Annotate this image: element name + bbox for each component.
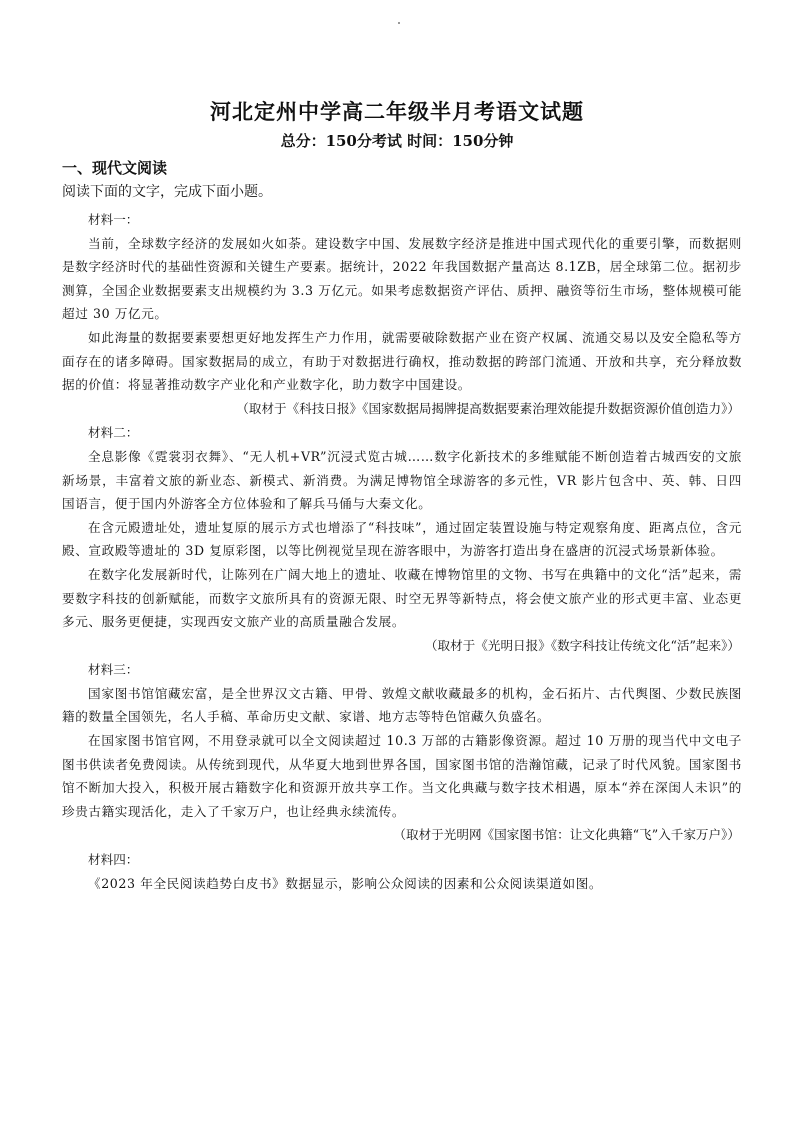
material-2-paragraph: 在含元殿遗址处，遗址复原的展示方式也增添了“科技味”，通过固定装置设施与特定观察角度、距离点位，含元殿、宣政殿等遗址的 3D 复原彩图，以等比例视觉呈现在游客眼中，为游客打造出身在盛唐的沉浸式场景新体验。 <box>62 519 742 559</box>
material-1-label: 材料一： <box>88 212 139 227</box>
material-2-label: 材料二： <box>88 425 139 441</box>
material-2-source: （取材于《光明日报》《数字科技让传统文化“活”起来》） <box>424 637 740 653</box>
section-instruction: 阅读下面的文字，完成下面小题。 <box>62 184 272 200</box>
reading-materials <box>62 207 742 895</box>
material-2-paragraph: 全息影像《霓裳羽衣舞》、“无人机+VR”沉浸式览古城……数字化新技术的多维赋能不断创造着古城西安的文旅新场景，丰富着文旅的新业态、新模式、新消费。为满足博物馆全球游客的多元性，VR 影片包含中、英、韩、日四国语言，便于国内外游客全方位体验和了解兵马俑与大秦文化。 <box>62 448 742 512</box>
material-3-label: 材料三： <box>88 662 139 678</box>
page-title: 河北定州中学高二年级半月考语文试题 <box>210 99 584 124</box>
material-2-paragraph: 在数字化发展新时代，让陈列在广阔大地上的遗址、收藏在博物馆里的文物、书写在典籍中的文化“活”起来，需要数字科技的创新赋能，而数字文旅所具有的资源无限、时空无界等新特点，将会使文旅产业的形式更丰富、业态更多元、服务更便捷，实现西安文旅产业的高质量融合发展。 <box>62 566 742 630</box>
exam-info: 总分：150分考试 时间：150分钟 <box>280 132 514 150</box>
scan-speck <box>398 22 400 24</box>
material-1-paragraph: 当前，全球数字经济的发展如火如荼。建设数字中国、发展数字经济是推进中国式现代化的重要引擎，而数据则是数字经济时代的基础性资源和关键生产要素。据统计，2022 年我国数据产量高达 8.1ZB，居全球第二位。据初步测算，全国企业数据要素支出规模约为 3.3 万亿元。如果考虑数据资产评估、质押、融资等衍生市场，整体规模可能超过 30 万亿元。 <box>62 235 742 322</box>
material-1-paragraph: 如此海量的数据要素要想更好地发挥生产力作用，就需要破除数据产业在资产权属、流通交易以及安全隐私等方面存在的诸多障碍。国家数据局的成立，有助于对数据进行确权，推动数据的跨部门流通、开放和共享，充分释放数据的价值：将显著推动数字产业化和产业数字化，助力数字中国建设。 <box>62 329 742 393</box>
material-4-paragraph: 《2023 年全民阅读趋势白皮书》数据显示，影响公众阅读的因素和公众阅读渠道如图。 <box>88 875 603 891</box>
material-3-source: （取材于光明网《国家图书馆：让文化典籍“飞”入千家万户》） <box>393 827 740 843</box>
material-1-source: （取材于《科技日报》《国家数据局揭牌提高数据要素治理效能提升数据资源价值创造力》） <box>236 400 740 416</box>
material-3-paragraph: 国家图书馆馆藏宏富，是全世界汉文古籍、甲骨、敦煌文献收藏最多的机构，金石拓片、古代舆图、少数民族图籍的数量全国领先，名人手稿、革命历史文献、家谱、地方志等特色馆藏久负盛名。 <box>62 685 742 725</box>
section-heading: 一、现代文阅读 <box>62 159 168 177</box>
material-3-paragraph: 在国家图书馆官网，不用登录就可以全文阅读超过 10.3 万部的古籍影像资源。超过 10 万册的现当代中文电子图书供读者免费阅读。从传统到现代，从华夏大地到世界各国，国家图书馆的浩瀚馆藏，记录了时代风貌。国家图书馆不断加大投入，积极开展古籍数字化和资源开放共享工作。当文化典藏与数字技术相遇，原本“养在深闺人未识”的珍贵古籍实现活化，走入了千家万户，也让经典永续流传。 <box>62 733 742 819</box>
material-4-label: 材料四： <box>88 852 139 868</box>
